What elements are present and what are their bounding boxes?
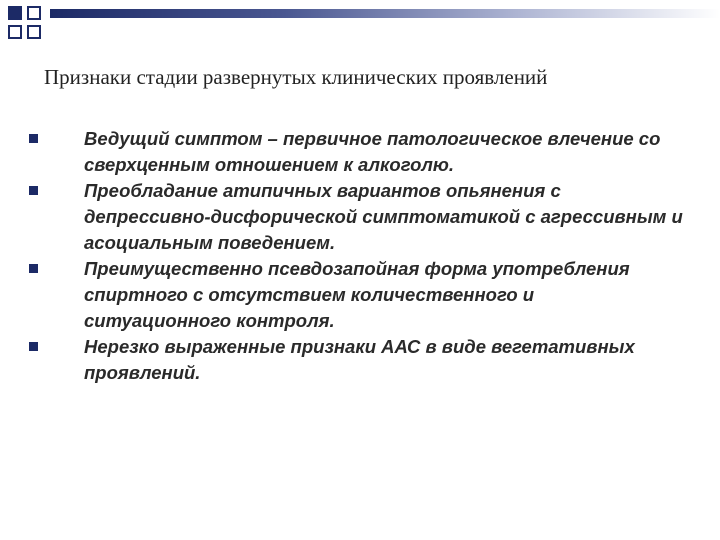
bullet-text: Нерезко выраженные признаки ААС в виде вегетативных проявлений.	[84, 336, 635, 383]
gradient-bar	[50, 9, 720, 18]
header-decoration	[0, 0, 720, 50]
outline-square-icon	[27, 6, 41, 20]
bullet-text: Преимущественно псевдозапойная форма употребления спиртного с отсутствием количественного и ситуационного контроля.	[84, 258, 630, 331]
square-bullet-icon	[29, 186, 38, 195]
filled-square-icon	[8, 6, 22, 20]
slide-title: Признаки стадии развернутых клинических проявлений	[44, 65, 548, 89]
outline-square-icon	[27, 25, 41, 39]
square-bullet-icon	[29, 342, 38, 351]
bullet-item	[26, 334, 686, 386]
square-bullet-icon	[29, 134, 38, 143]
bullet-text: Ведущий симптом – первичное патологическое влечение со сверхценным отношением к алкоголю.	[84, 128, 661, 175]
bullet-text: Преобладание атипичных вариантов опьянения с депрессивно-дисфорической симптоматикой с агрессивным и асоциальным поведением.	[84, 180, 683, 253]
bullet-item	[26, 178, 686, 256]
bullet-list	[26, 126, 686, 386]
square-bullet-icon	[29, 264, 38, 273]
bullet-item	[26, 126, 686, 178]
outline-square-icon	[8, 25, 22, 39]
bullet-item	[26, 256, 686, 334]
